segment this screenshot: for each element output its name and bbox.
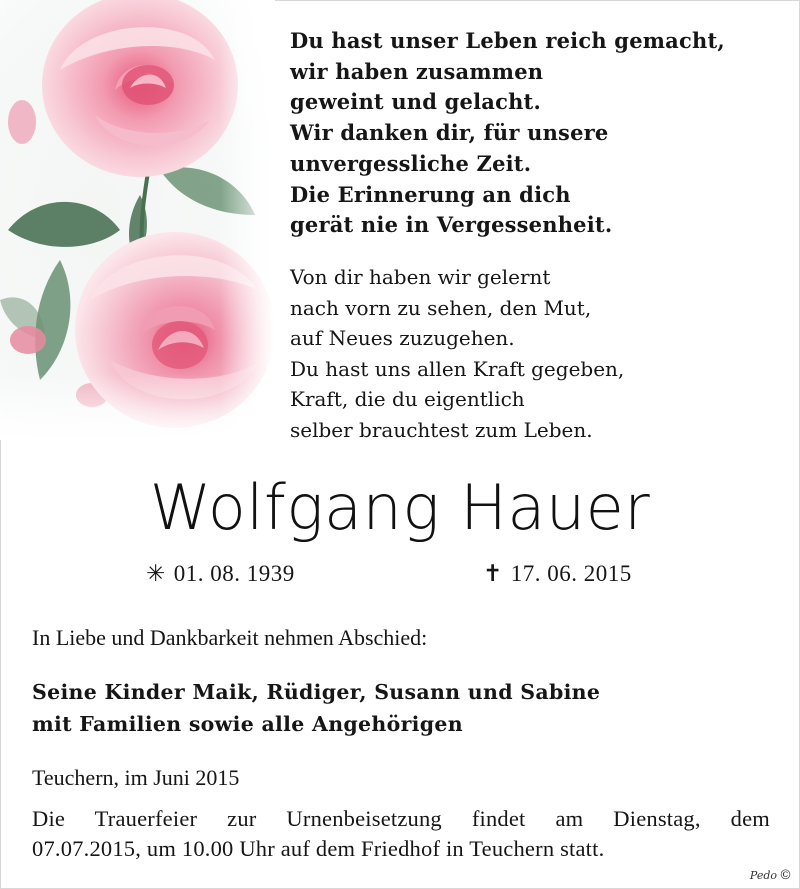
birth-date: 01. 08. 1939 <box>173 561 295 586</box>
signature-text: Pedo <box>749 869 777 882</box>
signature <box>750 868 792 883</box>
cross-icon: ✝ <box>483 561 503 586</box>
funeral-notice <box>32 804 770 864</box>
mourners-line: Seine Kinder Maik, Rüdiger, Susann und Sabine <box>32 680 601 704</box>
death-date: 17. 06. 2015 <box>510 561 632 586</box>
mourners-list <box>32 676 600 740</box>
place-date: Teuchern, im Juni 2015 <box>32 765 240 790</box>
poem-light-line: Du hast uns allen Kraft gegeben, <box>290 356 625 381</box>
poem-light <box>290 262 790 446</box>
deceased-name: Wolfgang Hauer <box>149 471 651 544</box>
funeral-notice-line: 07.07.2015, um 10.00 Uhr auf dem Friedhof in Teuchern statt. <box>32 836 605 861</box>
poem-bold-line: unvergessliche Zeit. <box>290 150 532 176</box>
death-date-row <box>483 558 632 590</box>
birth-date-row <box>146 558 295 590</box>
poem-light-line: auf Neues zuzugehen. <box>290 326 515 351</box>
mourners-line: mit Familien sowie alle Angehörigen <box>32 712 463 736</box>
star-icon: ✳ <box>146 561 166 586</box>
poem-bold-line: Wir danken dir, für unsere <box>290 120 609 146</box>
poem-light-line: Kraft, die du eigentlich <box>290 387 525 412</box>
poem-bold-line: Die Erinnerung an dich <box>290 181 571 207</box>
copyright-icon: © <box>779 868 792 883</box>
poem-light-line: selber brauchtest zum Leben. <box>290 417 593 442</box>
farewell-intro: In Liebe und Dankbarkeit nehmen Abschied: <box>32 625 428 650</box>
poem-bold-line: geweint und gelacht. <box>290 89 541 115</box>
poem-light-line: nach vorn zu sehen, den Mut, <box>290 295 592 320</box>
poem-bold <box>290 26 790 241</box>
roses-image <box>0 0 275 440</box>
poem-bold-line: wir haben zusammen <box>290 58 544 84</box>
poem-light-line: Von dir haben wir gelernt <box>290 265 551 289</box>
poem-bold-line: Du hast unser Leben reich gemacht, <box>290 28 725 53</box>
funeral-notice-line: Die Trauerfeier zur Urnenbeisetzung findet am Dienstag, dem <box>32 806 770 831</box>
poem-bold-line: gerät nie in Vergessenheit. <box>290 212 613 238</box>
